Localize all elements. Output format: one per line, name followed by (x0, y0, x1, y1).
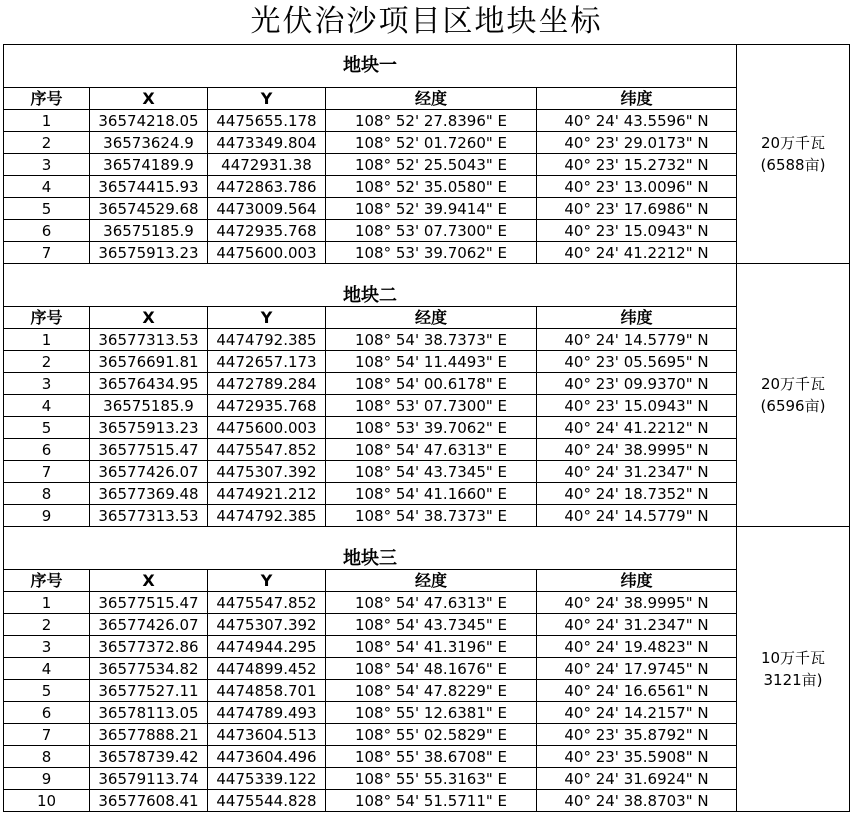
table-row (4, 461, 850, 483)
table-cell: 40° 23' 13.0096" N (537, 176, 737, 198)
table-cell: 4472935.768 (208, 395, 326, 417)
table-cell: 40° 23' 15.2732" N (537, 154, 737, 176)
column-header: Y (208, 307, 326, 329)
block-title-row (4, 45, 850, 88)
table-cell: 40° 24' 31.6924" N (537, 768, 737, 790)
table-cell: 36575913.23 (90, 417, 208, 439)
table-cell: 6 (4, 702, 90, 724)
table-cell: 4474921.212 (208, 483, 326, 505)
table-cell: 108° 52' 39.9414" E (326, 198, 537, 220)
table-cell: 36573624.9 (90, 132, 208, 154)
table-cell: 40° 24' 43.5596" N (537, 110, 737, 132)
column-header: 纬度 (537, 88, 737, 110)
table-cell: 9 (4, 768, 90, 790)
table-cell: 40° 23' 35.8792" N (537, 724, 737, 746)
page-title: 光伏治沙项目区地块坐标 (250, 4, 603, 39)
table-cell: 108° 54' 43.7345" E (326, 461, 537, 483)
table-header-row (4, 307, 850, 329)
column-header: Y (208, 88, 326, 110)
table-row (4, 329, 850, 351)
block-capacity: 20万千瓦 (760, 375, 826, 393)
table-cell: 108° 53' 07.7300" E (326, 395, 537, 417)
column-header: X (90, 307, 208, 329)
table-row (4, 154, 850, 176)
table-cell: 4474899.452 (208, 658, 326, 680)
table-cell: 4 (4, 395, 90, 417)
table-cell: 4475547.852 (208, 439, 326, 461)
table-cell: 108° 54' 43.7345" E (326, 614, 537, 636)
table-row (4, 790, 850, 812)
block-capacity-cell (737, 45, 850, 264)
table-cell: 4473604.496 (208, 746, 326, 768)
table-header-row (4, 570, 850, 592)
table-cell: 108° 55' 55.3163" E (326, 768, 537, 790)
table-cell: 36577369.48 (90, 483, 208, 505)
table-row (4, 373, 850, 395)
table-cell: 4475307.392 (208, 614, 326, 636)
table-cell: 4473349.804 (208, 132, 326, 154)
table-cell: 108° 54' 00.6178" E (326, 373, 537, 395)
table-cell: 108° 52' 35.0580" E (326, 176, 537, 198)
table-cell: 40° 24' 19.4823" N (537, 636, 737, 658)
table-cell: 4472789.284 (208, 373, 326, 395)
table-row (4, 592, 850, 614)
table-row (4, 746, 850, 768)
table-cell: 40° 23' 15.0943" N (537, 220, 737, 242)
table-row (4, 658, 850, 680)
table-cell: 4475600.003 (208, 242, 326, 264)
table-cell: 108° 55' 38.6708" E (326, 746, 537, 768)
table-cell: 2 (4, 351, 90, 373)
table-cell: 2 (4, 614, 90, 636)
column-header: Y (208, 570, 326, 592)
table-cell: 4475655.178 (208, 110, 326, 132)
table-row (4, 680, 850, 702)
table-cell: 36577608.41 (90, 790, 208, 812)
table-cell: 36575913.23 (90, 242, 208, 264)
table-cell: 5 (4, 198, 90, 220)
table-cell: 108° 54' 48.1676" E (326, 658, 537, 680)
table-cell: 108° 54' 38.7373" E (326, 505, 537, 527)
table-cell: 4475547.852 (208, 592, 326, 614)
table-cell: 4475600.003 (208, 417, 326, 439)
table-cell: 40° 23' 05.5695" N (537, 351, 737, 373)
coordinate-table (3, 44, 850, 812)
table-row (4, 132, 850, 154)
table-row (4, 242, 850, 264)
table-row (4, 417, 850, 439)
table-cell: 36577372.86 (90, 636, 208, 658)
table-cell: 4473009.564 (208, 198, 326, 220)
table-cell: 3 (4, 636, 90, 658)
table-cell: 108° 53' 07.7300" E (326, 220, 537, 242)
block-capacity: 20万千瓦 (760, 134, 826, 152)
table-cell: 4474789.493 (208, 702, 326, 724)
table-cell: 40° 24' 14.2157" N (537, 702, 737, 724)
table-cell: 36577426.07 (90, 461, 208, 483)
table-cell: 108° 53' 39.7062" E (326, 242, 537, 264)
table-cell: 5 (4, 680, 90, 702)
table-cell: 40° 23' 29.0173" N (537, 132, 737, 154)
table-cell: 40° 24' 38.8703" N (537, 790, 737, 812)
table-cell: 7 (4, 724, 90, 746)
column-header: 经度 (326, 307, 537, 329)
table-cell: 40° 24' 17.9745" N (537, 658, 737, 680)
table-cell: 36577515.47 (90, 592, 208, 614)
table-cell: 36576434.95 (90, 373, 208, 395)
table-row (4, 220, 850, 242)
column-header: X (90, 88, 208, 110)
table-cell: 36578113.05 (90, 702, 208, 724)
table-cell: 40° 24' 41.2212" N (537, 242, 737, 264)
table-cell: 36574529.68 (90, 198, 208, 220)
table-cell: 108° 54' 47.6313" E (326, 592, 537, 614)
table-cell: 108° 55' 12.6381" E (326, 702, 537, 724)
column-header: 经度 (326, 570, 537, 592)
table-cell: 36574189.9 (90, 154, 208, 176)
block-capacity-cell (737, 527, 850, 812)
table-cell: 108° 54' 51.5711" E (326, 790, 537, 812)
table-cell: 36575185.9 (90, 220, 208, 242)
table-cell: 40° 24' 41.2212" N (537, 417, 737, 439)
table-cell: 3 (4, 373, 90, 395)
table-cell: 8 (4, 746, 90, 768)
table-cell: 108° 54' 11.4493" E (326, 351, 537, 373)
table-row (4, 505, 850, 527)
table-cell: 1 (4, 110, 90, 132)
table-cell: 40° 23' 17.6986" N (537, 198, 737, 220)
table-cell: 9 (4, 505, 90, 527)
block-title: 地块三 (4, 527, 737, 570)
table-cell: 108° 52' 27.8396" E (326, 110, 537, 132)
table-cell: 36577888.21 (90, 724, 208, 746)
column-header: 经度 (326, 88, 537, 110)
table-cell: 4472935.768 (208, 220, 326, 242)
table-cell: 108° 54' 41.1660" E (326, 483, 537, 505)
table-header-row (4, 88, 850, 110)
table-cell: 36577534.82 (90, 658, 208, 680)
table-cell: 40° 23' 35.5908" N (537, 746, 737, 768)
table-cell: 36577313.53 (90, 329, 208, 351)
table-cell: 4474858.701 (208, 680, 326, 702)
table-row (4, 176, 850, 198)
block-area: (6588亩) (760, 156, 826, 174)
table-cell: 40° 24' 38.9995" N (537, 592, 737, 614)
table-cell: 40° 23' 09.9370" N (537, 373, 737, 395)
table-cell: 8 (4, 483, 90, 505)
column-header: X (90, 570, 208, 592)
table-row (4, 110, 850, 132)
table-cell: 40° 24' 31.2347" N (537, 461, 737, 483)
block-area: (6596亩) (760, 397, 826, 415)
table-cell: 1 (4, 592, 90, 614)
column-header: 纬度 (537, 307, 737, 329)
table-row (4, 351, 850, 373)
table-cell: 7 (4, 242, 90, 264)
table-cell: 108° 53' 39.7062" E (326, 417, 537, 439)
table-cell: 6 (4, 220, 90, 242)
table-cell: 36579113.74 (90, 768, 208, 790)
table-cell: 40° 24' 14.5779" N (537, 505, 737, 527)
column-header: 序号 (4, 88, 90, 110)
table-cell: 2 (4, 132, 90, 154)
table-cell: 36574415.93 (90, 176, 208, 198)
column-header: 纬度 (537, 570, 737, 592)
table-cell: 1 (4, 329, 90, 351)
table-cell: 108° 54' 47.6313" E (326, 439, 537, 461)
table-row (4, 614, 850, 636)
block-capacity: 10万千瓦 (760, 649, 826, 667)
table-cell: 40° 24' 38.9995" N (537, 439, 737, 461)
table-row (4, 768, 850, 790)
table-row (4, 439, 850, 461)
table-cell: 36577426.07 (90, 614, 208, 636)
block-capacity-cell (737, 264, 850, 527)
table-cell: 4472657.173 (208, 351, 326, 373)
table-cell: 4 (4, 658, 90, 680)
block-title: 地块一 (4, 45, 737, 88)
table-cell: 4474792.385 (208, 505, 326, 527)
table-cell: 3 (4, 154, 90, 176)
table-cell: 4 (4, 176, 90, 198)
table-cell: 36577515.47 (90, 439, 208, 461)
block-title-row (4, 264, 850, 307)
table-cell: 6 (4, 439, 90, 461)
table-cell: 7 (4, 461, 90, 483)
table-cell: 4475339.122 (208, 768, 326, 790)
table-cell: 4473604.513 (208, 724, 326, 746)
table-cell: 4474944.295 (208, 636, 326, 658)
table-cell: 36575185.9 (90, 395, 208, 417)
table-cell: 40° 24' 14.5779" N (537, 329, 737, 351)
column-header: 序号 (4, 307, 90, 329)
table-cell: 108° 52' 25.5043" E (326, 154, 537, 176)
table-cell: 108° 54' 38.7373" E (326, 329, 537, 351)
table-cell: 4474792.385 (208, 329, 326, 351)
table-cell: 40° 24' 31.2347" N (537, 614, 737, 636)
table-cell: 108° 54' 47.8229" E (326, 680, 537, 702)
table-cell: 36574218.05 (90, 110, 208, 132)
table-row (4, 636, 850, 658)
table-cell: 36577527.11 (90, 680, 208, 702)
table-cell: 4475307.392 (208, 461, 326, 483)
table-cell: 108° 52' 01.7260" E (326, 132, 537, 154)
table-row (4, 483, 850, 505)
table-cell: 40° 24' 16.6561" N (537, 680, 737, 702)
table-cell: 36576691.81 (90, 351, 208, 373)
table-cell: 4475544.828 (208, 790, 326, 812)
table-cell: 5 (4, 417, 90, 439)
table-row (4, 395, 850, 417)
table-cell: 40° 24' 18.7352" N (537, 483, 737, 505)
table-row (4, 724, 850, 746)
column-header: 序号 (4, 570, 90, 592)
table-row (4, 198, 850, 220)
table-row (4, 702, 850, 724)
table-cell: 108° 55' 02.5829" E (326, 724, 537, 746)
table-cell: 40° 23' 15.0943" N (537, 395, 737, 417)
block-title: 地块二 (4, 264, 737, 307)
table-cell: 36578739.42 (90, 746, 208, 768)
block-area: 3121亩) (763, 671, 823, 689)
block-title-row (4, 527, 850, 570)
table-cell: 10 (4, 790, 90, 812)
table-cell: 108° 54' 41.3196" E (326, 636, 537, 658)
table-cell: 4472863.786 (208, 176, 326, 198)
table-cell: 4472931.38 (208, 154, 326, 176)
table-cell: 36577313.53 (90, 505, 208, 527)
